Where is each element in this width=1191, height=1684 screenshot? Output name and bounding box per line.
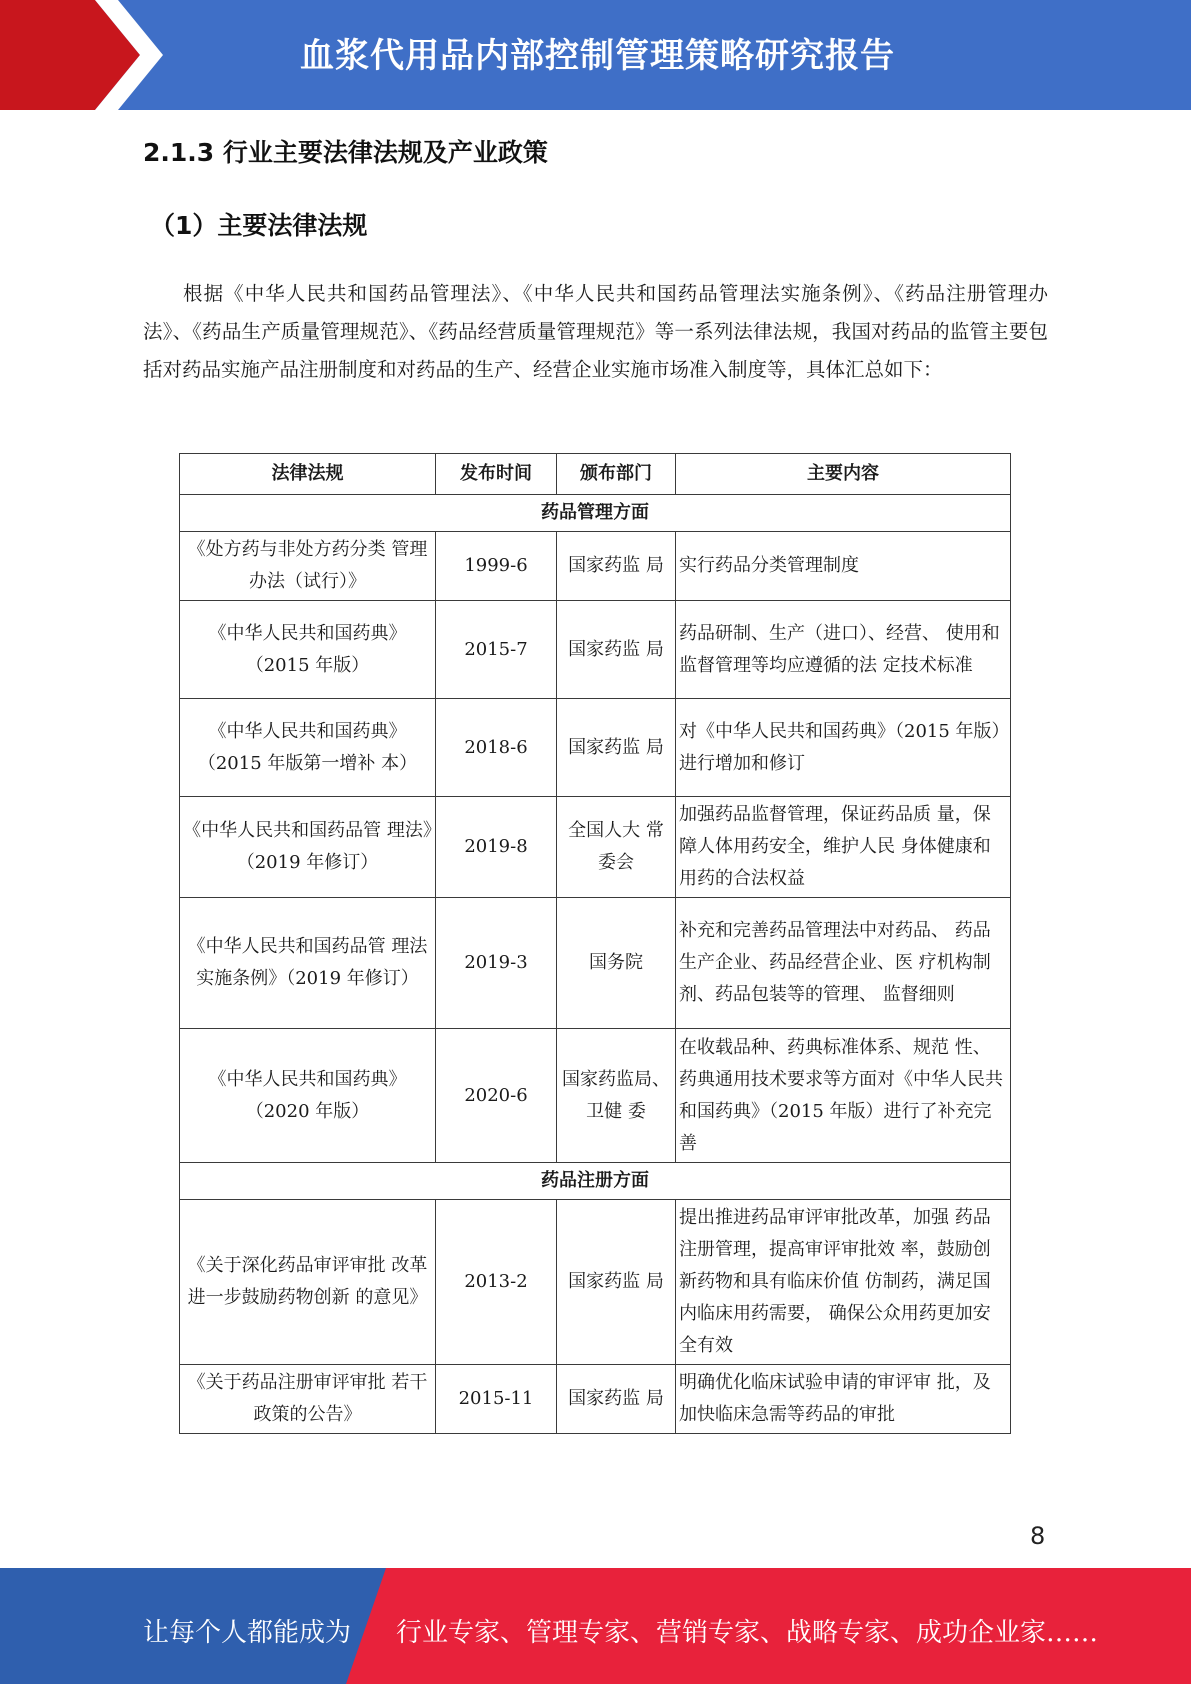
footer-slogan-right: 行业专家、管理专家、营销专家、战略专家、成功企业家…… [396, 1618, 1099, 1648]
cell-dept: 国家药监局、卫健 委 [557, 1029, 676, 1163]
table-header-row [180, 454, 1011, 495]
header-date: 发布时间 [436, 454, 557, 495]
cell-content: 加强药品监督管理，保证药品质 量，保障人体用药安全，维护人民 身体健康和用药的合法权益 [676, 797, 1011, 898]
table-row [180, 1200, 1011, 1365]
footer-banner [0, 1568, 1191, 1684]
cell-law: 《中华人民共和国药典》（2015 年版） [180, 601, 436, 699]
cell-content: 明确优化临床试验申请的审评审 批，及加快临床急需等药品的审批 [676, 1365, 1011, 1434]
cell-date: 2019-3 [436, 898, 557, 1029]
cell-content: 在收载品种、药典标准体系、规范 性、药典通用技术要求等方面对《中华人民共和国药典》（2015 年版）进行了补充完善 [676, 1029, 1011, 1163]
section-title: 药品注册方面 [180, 1163, 1011, 1200]
cell-date: 2015-7 [436, 601, 557, 699]
table-row [180, 601, 1011, 699]
cell-law: 《中华人民共和国药品管 理法》（2019 年修订） [180, 797, 436, 898]
header-content: 主要内容 [676, 454, 1011, 495]
cell-date: 2018-6 [436, 699, 557, 797]
regulations-table [179, 453, 1011, 1434]
header-dept: 颁布部门 [557, 454, 676, 495]
table-row [180, 898, 1011, 1029]
page-number: 8 [1030, 1522, 1046, 1550]
table-row [180, 699, 1011, 797]
cell-law: 《中华人民共和国药典》（2015 年版第一增补 本） [180, 699, 436, 797]
cell-law: 《关于深化药品审评审批 改革进一步鼓励药物创新 的意见》 [180, 1200, 436, 1365]
header-law: 法律法规 [180, 454, 436, 495]
section-row [180, 1163, 1011, 1200]
cell-content: 补充和完善药品管理法中对药品、 药品生产企业、药品经营企业、医 疗机构制剂、药品包装等的管理、 监督细则 [676, 898, 1011, 1029]
sub-heading: （1）主要法律法规 [150, 211, 368, 240]
cell-law: 《关于药品注册审评审批 若干政策的公告》 [180, 1365, 436, 1434]
table-row [180, 1029, 1011, 1163]
section-row [180, 495, 1011, 532]
cell-dept: 国家药监 局 [557, 699, 676, 797]
cell-date: 2015-11 [436, 1365, 557, 1434]
cell-dept: 国务院 [557, 898, 676, 1029]
cell-law: 《中华人民共和国药典》（2020 年版） [180, 1029, 436, 1163]
cell-dept: 国家药监 局 [557, 1200, 676, 1365]
table-row [180, 797, 1011, 898]
cell-content: 药品研制、生产（进口）、经营、 使用和监督管理等均应遵循的法 定技术标准 [676, 601, 1011, 699]
cell-dept: 国家药监 局 [557, 1365, 676, 1434]
cell-dept: 全国人大 常委会 [557, 797, 676, 898]
cell-dept: 国家药监 局 [557, 601, 676, 699]
cell-content: 实行药品分类管理制度 [676, 532, 1011, 601]
report-title: 血浆代用品内部控制管理策略研究报告 [300, 36, 895, 76]
cell-date: 2013-2 [436, 1200, 557, 1365]
cell-date: 2020-6 [436, 1029, 557, 1163]
cell-dept: 国家药监 局 [557, 532, 676, 601]
cell-law: 《处方药与非处方药分类 管理办法（试行）》 [180, 532, 436, 601]
header-banner [0, 0, 1191, 110]
cell-content: 提出推进药品审评审批改革，加强 药品注册管理，提高审评审批效 率，鼓励创新药物和具有临床价值 仿制药，满足国内临床用药需要， 确保公众用药更加安全有效 [676, 1200, 1011, 1365]
table-row [180, 532, 1011, 601]
cell-date: 1999-6 [436, 532, 557, 601]
section-title: 药品管理方面 [180, 495, 1011, 532]
section-heading: 2.1.3 行业主要法律法规及产业政策 [143, 138, 548, 167]
cell-content: 对《中华人民共和国药典》（2015 年版）进行增加和修订 [676, 699, 1011, 797]
footer-slogan-left: 让每个人都能成为 [143, 1618, 352, 1648]
table-row [180, 1365, 1011, 1434]
cell-date: 2019-8 [436, 797, 557, 898]
cell-law: 《中华人民共和国药品管 理法实施条例》（2019 年修订） [180, 898, 436, 1029]
intro-paragraph: 根据《中华人民共和国药品管理法》、《中华人民共和国药品管理法实施条例》、《药品注册管理办法》、《药品生产质量管理规范》、《药品经营质量管理规范》等一系列法律法规，我国对药品的监管主要包括对药品实施产品注册制度和对药品的生产、经营企业实施市场准入制度等，具体汇总如下： [143, 282, 1048, 381]
